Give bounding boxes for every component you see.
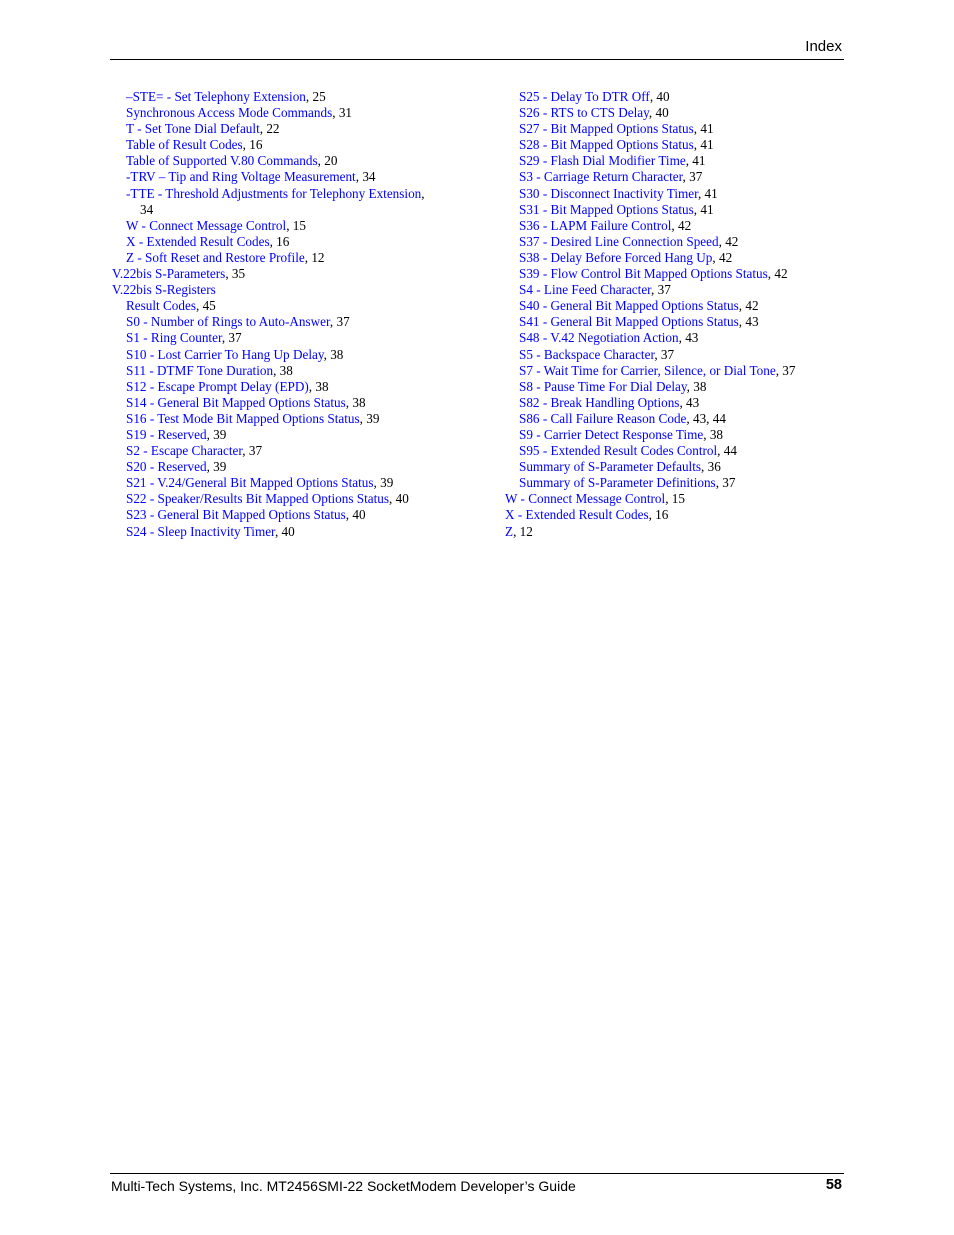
index-entry-pages: , 39 [206, 426, 227, 442]
index-entry [112, 250, 482, 266]
index-entry-link[interactable]: S12 - Escape Prompt Delay (EPD) [126, 378, 309, 394]
index-entry-pages: , 42 [671, 217, 692, 233]
index-entry-pages: , 35 [225, 266, 246, 282]
index-entry-link[interactable]: S10 - Lost Carrier To Hang Up Delay [126, 346, 324, 362]
index-entry [505, 105, 875, 121]
index-entry [505, 169, 875, 185]
index-entry [505, 298, 875, 314]
index-entry [112, 169, 482, 185]
index-entry-link[interactable]: S23 - General Bit Mapped Options Status [126, 507, 346, 523]
index-entry-link[interactable]: S24 - Sleep Inactivity Timer [126, 523, 275, 539]
index-entry-pages: , 38 [703, 426, 724, 442]
index-entry-link[interactable]: S48 - V.42 Negotiation Action [519, 330, 679, 346]
index-entry-pages: , 38 [345, 394, 366, 410]
index-entry-link[interactable]: S20 - Reserved [126, 459, 207, 475]
index-entry-link[interactable]: S86 - Call Failure Reason Code [519, 410, 687, 426]
index-entry-pages: , 16 [269, 233, 290, 249]
index-entry-link[interactable]: V.22bis S-Registers [112, 282, 216, 298]
index-entry-link[interactable]: Z - Soft Reset and Restore Profile [126, 249, 305, 265]
index-entry-pages: 34 [140, 201, 154, 217]
index-entry-pages: , 16 [242, 137, 263, 153]
index-entry-pages: , 38 [323, 346, 344, 362]
index-entry-link[interactable]: X - Extended Result Codes [126, 233, 270, 249]
index-entry-pages: , 37 [654, 346, 675, 362]
index-entry-pages: , 31 [332, 105, 353, 121]
footer-document-title: Multi-Tech Systems, Inc. MT2456SMI-22 SocketModem Developer’s Guide [111, 1178, 576, 1194]
index-entry-link[interactable]: S27 - Bit Mapped Options Status [519, 121, 694, 137]
index-entry [112, 459, 482, 475]
index-entry-pages: , 41 [693, 137, 714, 153]
index-entry-pages: , 40 [648, 105, 669, 121]
index-entry [505, 218, 875, 234]
index-entry [112, 153, 482, 169]
index-entry-pages: , 40 [649, 89, 670, 104]
index-entry [505, 89, 875, 105]
index-entry-link[interactable]: S30 - Disconnect Inactivity Timer [519, 185, 698, 201]
index-entry-link[interactable]: V.22bis S-Parameters [112, 266, 226, 282]
index-entry-link[interactable]: S0 - Number of Rings to Auto-Answer [126, 314, 330, 330]
index-entry [505, 234, 875, 250]
index-entry-link[interactable]: S19 - Reserved [126, 426, 207, 442]
index-entry-link[interactable]: S5 - Backspace Character [519, 346, 655, 362]
index-entry [505, 363, 875, 379]
index-entry [112, 347, 482, 363]
index-entry-pages: , [421, 185, 425, 201]
index-entry [112, 121, 482, 137]
index-entry-link[interactable]: S8 - Pause Time For Dial Delay [519, 378, 687, 394]
index-entry-link[interactable]: -TTE - Threshold Adjustments for Telephony Extension [126, 185, 422, 201]
index-entry [112, 475, 482, 491]
index-entry-link[interactable]: Table of Supported V.80 Commands [126, 153, 318, 169]
index-entry [505, 282, 875, 298]
index-entry-pages: , 41 [685, 153, 706, 169]
index-entry-pages: , 20 [317, 153, 338, 169]
index-entry [505, 427, 875, 443]
index-entry-pages: , 37 [221, 330, 242, 346]
index-entry [505, 186, 875, 202]
index-entry [505, 266, 875, 282]
index-entry-link[interactable]: S37 - Desired Line Connection Speed [519, 233, 719, 249]
index-entry [112, 218, 482, 234]
index-entry-link[interactable]: Table of Result Codes [126, 137, 243, 153]
index-entry-link[interactable]: S2 - Escape Character [126, 443, 243, 459]
index-entry [112, 266, 482, 282]
index-entry-pages: , 42 [718, 233, 739, 249]
index-entry-pages: , 38 [308, 378, 329, 394]
index-entry-pages: , 43 [679, 394, 700, 410]
index-entry-pages: , 39 [373, 475, 394, 491]
index-entry-pages: , 15 [665, 491, 685, 507]
index-entry-link[interactable]: S31 - Bit Mapped Options Status [519, 201, 694, 217]
index-entry-link[interactable]: X - Extended Result Codes [505, 507, 649, 523]
index-entry-link[interactable]: S7 - Wait Time for Carrier, Silence, or Dial Tone [519, 362, 776, 378]
index-entry [112, 524, 482, 540]
index-entry-link[interactable]: Result Codes [126, 298, 196, 314]
index-entry-link[interactable]: S16 - Test Mode Bit Mapped Options Status [126, 410, 360, 426]
index-entry [505, 507, 875, 523]
index-entry-pages: , 15 [286, 217, 306, 233]
index-entry [505, 137, 875, 153]
index-entry [112, 379, 482, 395]
index-column-right [505, 89, 875, 540]
index-entry-link[interactable]: S41 - General Bit Mapped Options Status [519, 314, 739, 330]
index-entry-link[interactable]: S29 - Flash Dial Modifier Time [519, 153, 686, 169]
index-entry-link[interactable]: S36 - LAPM Failure Control [519, 217, 672, 233]
index-entry-link[interactable]: S28 - Bit Mapped Options Status [519, 137, 694, 153]
index-entry-link[interactable]: Summary of S-Parameter Defaults [519, 459, 702, 475]
index-entry-link[interactable]: S14 - General Bit Mapped Options Status [126, 394, 346, 410]
index-column-left [112, 89, 482, 540]
index-entry-link[interactable]: S9 - Carrier Detect Response Time [519, 426, 704, 442]
index-entry-pages: , 44 [717, 443, 737, 459]
index-entry-pages: , 38 [686, 378, 707, 394]
index-entry-pages: , 45 [195, 298, 216, 314]
index-entry [505, 491, 875, 507]
index-entry-link[interactable]: W - Connect Message Control [126, 217, 287, 233]
index-entry [505, 395, 875, 411]
index-entry-pages: , 37 [329, 314, 350, 330]
index-entry [112, 186, 482, 202]
index-entry-pages: , 40 [389, 491, 409, 507]
index-entry-link[interactable]: S11 - DTMF Tone Duration [126, 362, 274, 378]
index-entry-link[interactable]: S21 - V.24/General Bit Mapped Options Status [126, 475, 374, 491]
index-entry-link[interactable]: S40 - General Bit Mapped Options Status [519, 298, 739, 314]
index-entry-pages: , 38 [273, 362, 293, 378]
header-title: Index [805, 38, 842, 55]
index-entry [505, 153, 875, 169]
page-number: 58 [825, 1177, 842, 1193]
index-entry-pages: , 40 [274, 523, 295, 539]
index-entry [112, 105, 482, 121]
index-entry [112, 395, 482, 411]
index-entry-pages: , 37 [682, 169, 703, 185]
index-entry-pages: , 37 [651, 282, 671, 298]
index-entry-pages: , 41 [693, 201, 714, 217]
index-entry [112, 314, 482, 330]
index-entry-link[interactable]: S22 - Speaker/Results Bit Mapped Options Status [126, 491, 390, 507]
index-entry [505, 250, 875, 266]
index-entry [112, 491, 482, 507]
index-entry [505, 202, 875, 218]
index-entry-link[interactable]: S38 - Delay Before Forced Hang Up [519, 249, 713, 265]
index-entry-pages: , 42 [738, 298, 759, 314]
index-entry [505, 379, 875, 395]
index-entry-link[interactable]: Z [505, 523, 514, 539]
index-entry-link[interactable]: S95 - Extended Result Codes Control [519, 443, 718, 459]
index-entry-pages: , 43 [738, 314, 759, 330]
index-entry-link[interactable]: S25 - Delay To DTR Off [519, 89, 650, 104]
index-entry-link[interactable]: S39 - Flow Control Bit Mapped Options Status [519, 266, 768, 282]
index-entry-pages: , 39 [359, 410, 380, 426]
index-entry-link[interactable]: -TRV – Tip and Ring Voltage Measurement [126, 169, 356, 185]
index-entry [112, 507, 482, 523]
index-entry [112, 330, 482, 346]
index-entry-link[interactable]: T - Set Tone Dial Default [126, 121, 260, 137]
index-entry [112, 89, 482, 105]
index-entry-link[interactable]: S3 - Carriage Return Character [519, 169, 683, 185]
index-entry [505, 459, 875, 475]
index-entry-pages: , 16 [648, 507, 669, 523]
index-entry [505, 121, 875, 137]
index-entry-link[interactable]: S82 - Break Handling Options [519, 394, 680, 410]
index-entry [112, 202, 482, 218]
index-entry-link[interactable]: –STE= - Set Telephony Extension [126, 89, 306, 104]
index-entry-pages: , 36 [701, 459, 721, 475]
index-entry-pages: , 43, 44 [686, 410, 726, 426]
index-entry [112, 137, 482, 153]
index-entry-pages: , 22 [259, 121, 280, 137]
index-entry-link[interactable]: S26 - RTS to CTS Delay [519, 105, 649, 121]
index-entry [505, 347, 875, 363]
index-entry [112, 363, 482, 379]
header-rule [110, 59, 844, 60]
index-entry [505, 314, 875, 330]
index-entry [505, 475, 875, 491]
index-entry-pages: , 37 [242, 443, 263, 459]
index-entry-pages: , 42 [767, 266, 788, 282]
index-entry-link[interactable]: S4 - Line Feed Character [519, 282, 652, 298]
index-entry [112, 282, 482, 298]
index-entry-pages: , 42 [712, 249, 733, 265]
index-entry [112, 234, 482, 250]
index-entry-pages: , 39 [206, 459, 227, 475]
index-entry-link[interactable]: Summary of S-Parameter Definitions [519, 475, 716, 491]
index-entry-link[interactable]: W - Connect Message Control [505, 491, 666, 507]
index-entry-pages: , 37 [715, 475, 736, 491]
index-entry [112, 427, 482, 443]
index-entry-pages: , 41 [697, 185, 718, 201]
index-entry [505, 443, 875, 459]
footer-rule [110, 1173, 844, 1174]
index-entry-pages: , 12 [513, 523, 533, 539]
index-entry-link[interactable]: S1 - Ring Counter [126, 330, 222, 346]
index-entry-pages: , 43 [678, 330, 699, 346]
index-entry [505, 524, 875, 540]
index-entry [505, 330, 875, 346]
index-entry-pages: , 34 [355, 169, 376, 185]
index-entry-pages: , 40 [345, 507, 366, 523]
index-entry-link[interactable]: Synchronous Access Mode Commands [126, 105, 333, 121]
index-entry-pages: , 41 [693, 121, 714, 137]
index-entry [112, 298, 482, 314]
index-entry [112, 411, 482, 427]
index-entry-pages: , 37 [775, 362, 796, 378]
index-entry-pages: , 25 [305, 89, 326, 104]
index-entry [505, 411, 875, 427]
index-entry [112, 443, 482, 459]
index-entry-pages: , 12 [304, 249, 325, 265]
